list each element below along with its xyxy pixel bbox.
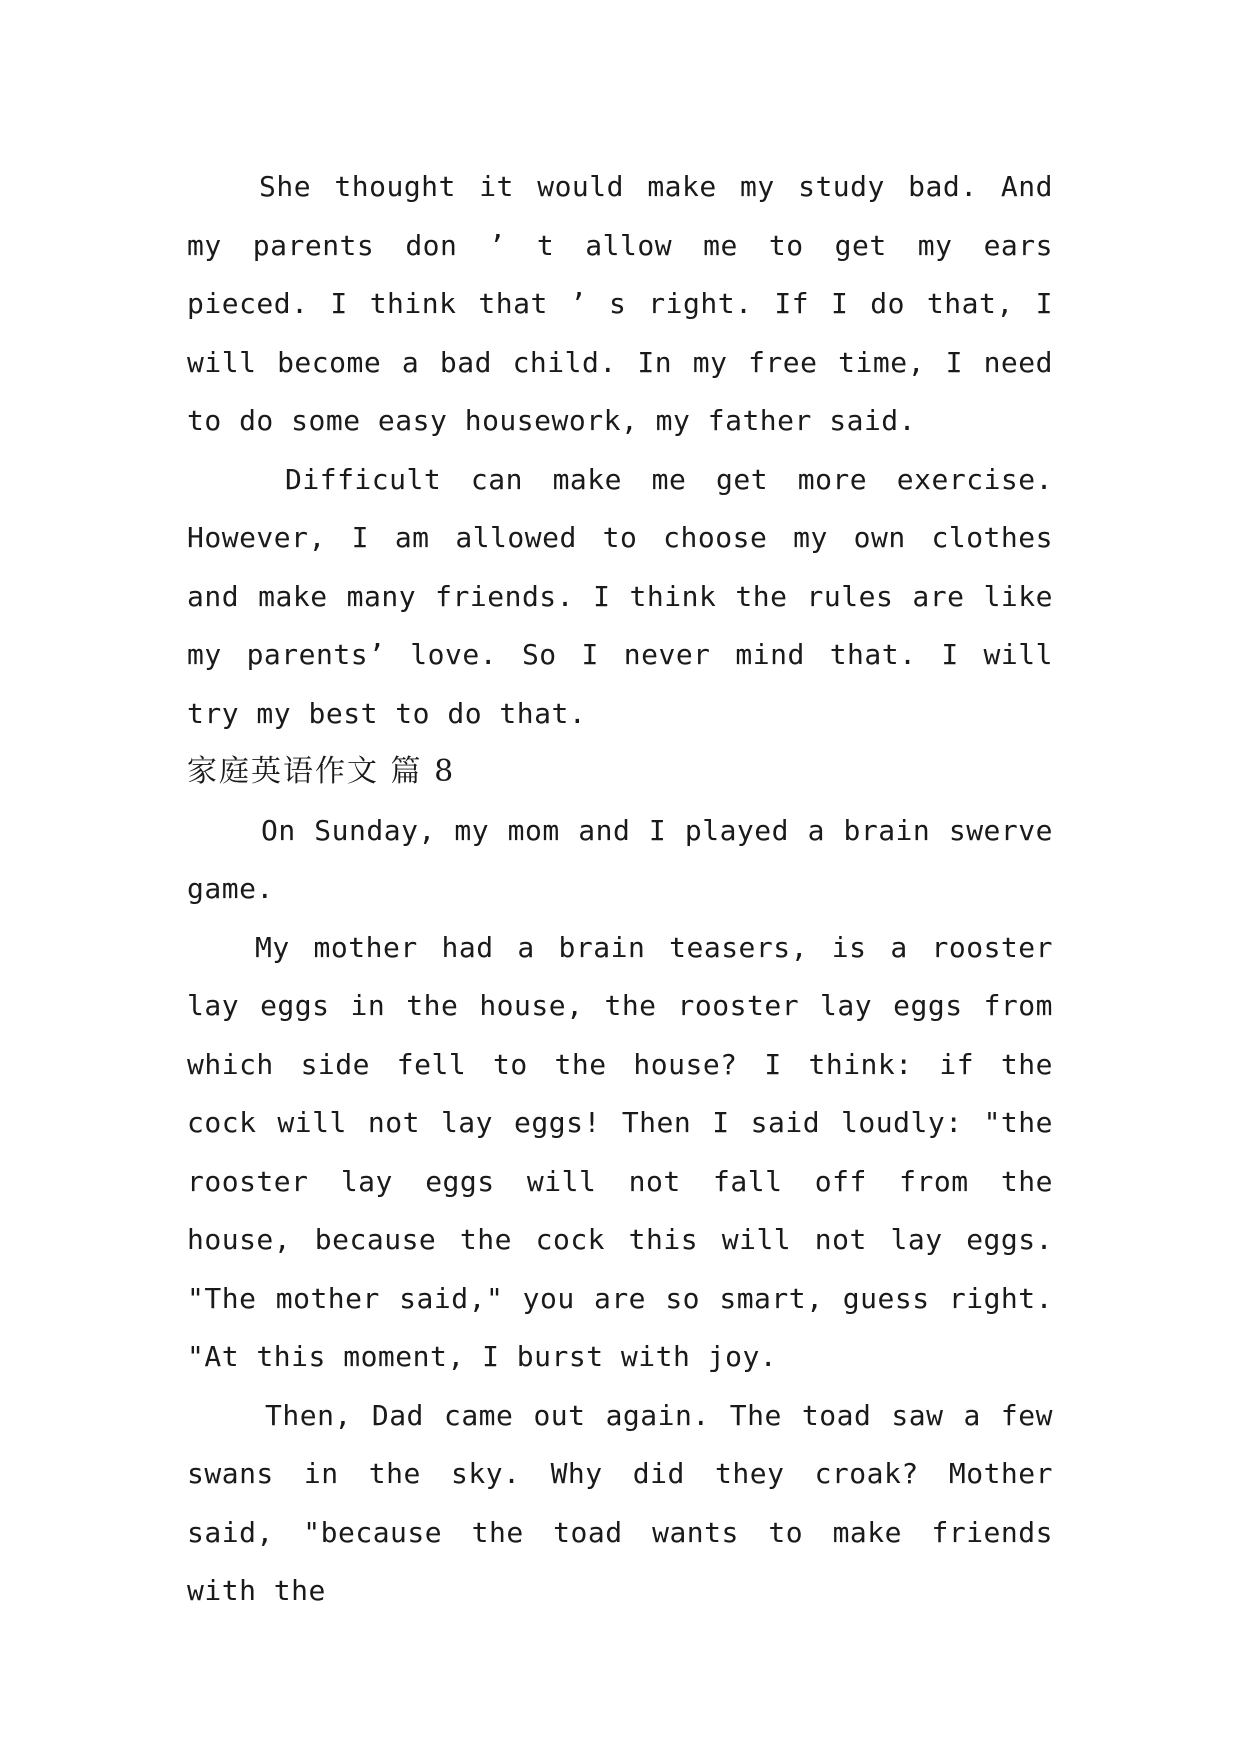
paragraph: My mother had a brain teasers, is a rooster lay eggs in the house, the rooster lay eggs from which side fell to the house? I think: if the cock will not lay eggs! Then I said loudly: "the rooster lay eggs will not fall off from the house, because the cock this will not lay eggs. "The mother said," you are so smart, guess right. "At this moment, I burst with joy. bbox=[187, 930, 1053, 1373]
section-heading: 家庭英语作文 篇 8 bbox=[187, 754, 456, 789]
document-body bbox=[187, 158, 1053, 1621]
paragraph: She thought it would make my study bad. And my parents don ’ t allow me to get my ears pieced. I think that ’ s right. If I do that, I will become a bad child. In my free time, I need to do some easy housework, my father said. bbox=[187, 170, 1053, 437]
paragraph: Then, Dad came out again. The toad saw a few swans in the sky. Why did they croak? Mother said, "because the toad wants to make friends with the bbox=[187, 1398, 1053, 1607]
paragraph: On Sunday, my mom and I played a brain swerve game. bbox=[187, 813, 1053, 905]
paragraph: Difficult can make me get more exercise. However, I am allowed to choose my own clothes and make many friends. I think the rules are like my parents’ love. So I never mind that. I will try my best to do that. bbox=[187, 462, 1053, 730]
